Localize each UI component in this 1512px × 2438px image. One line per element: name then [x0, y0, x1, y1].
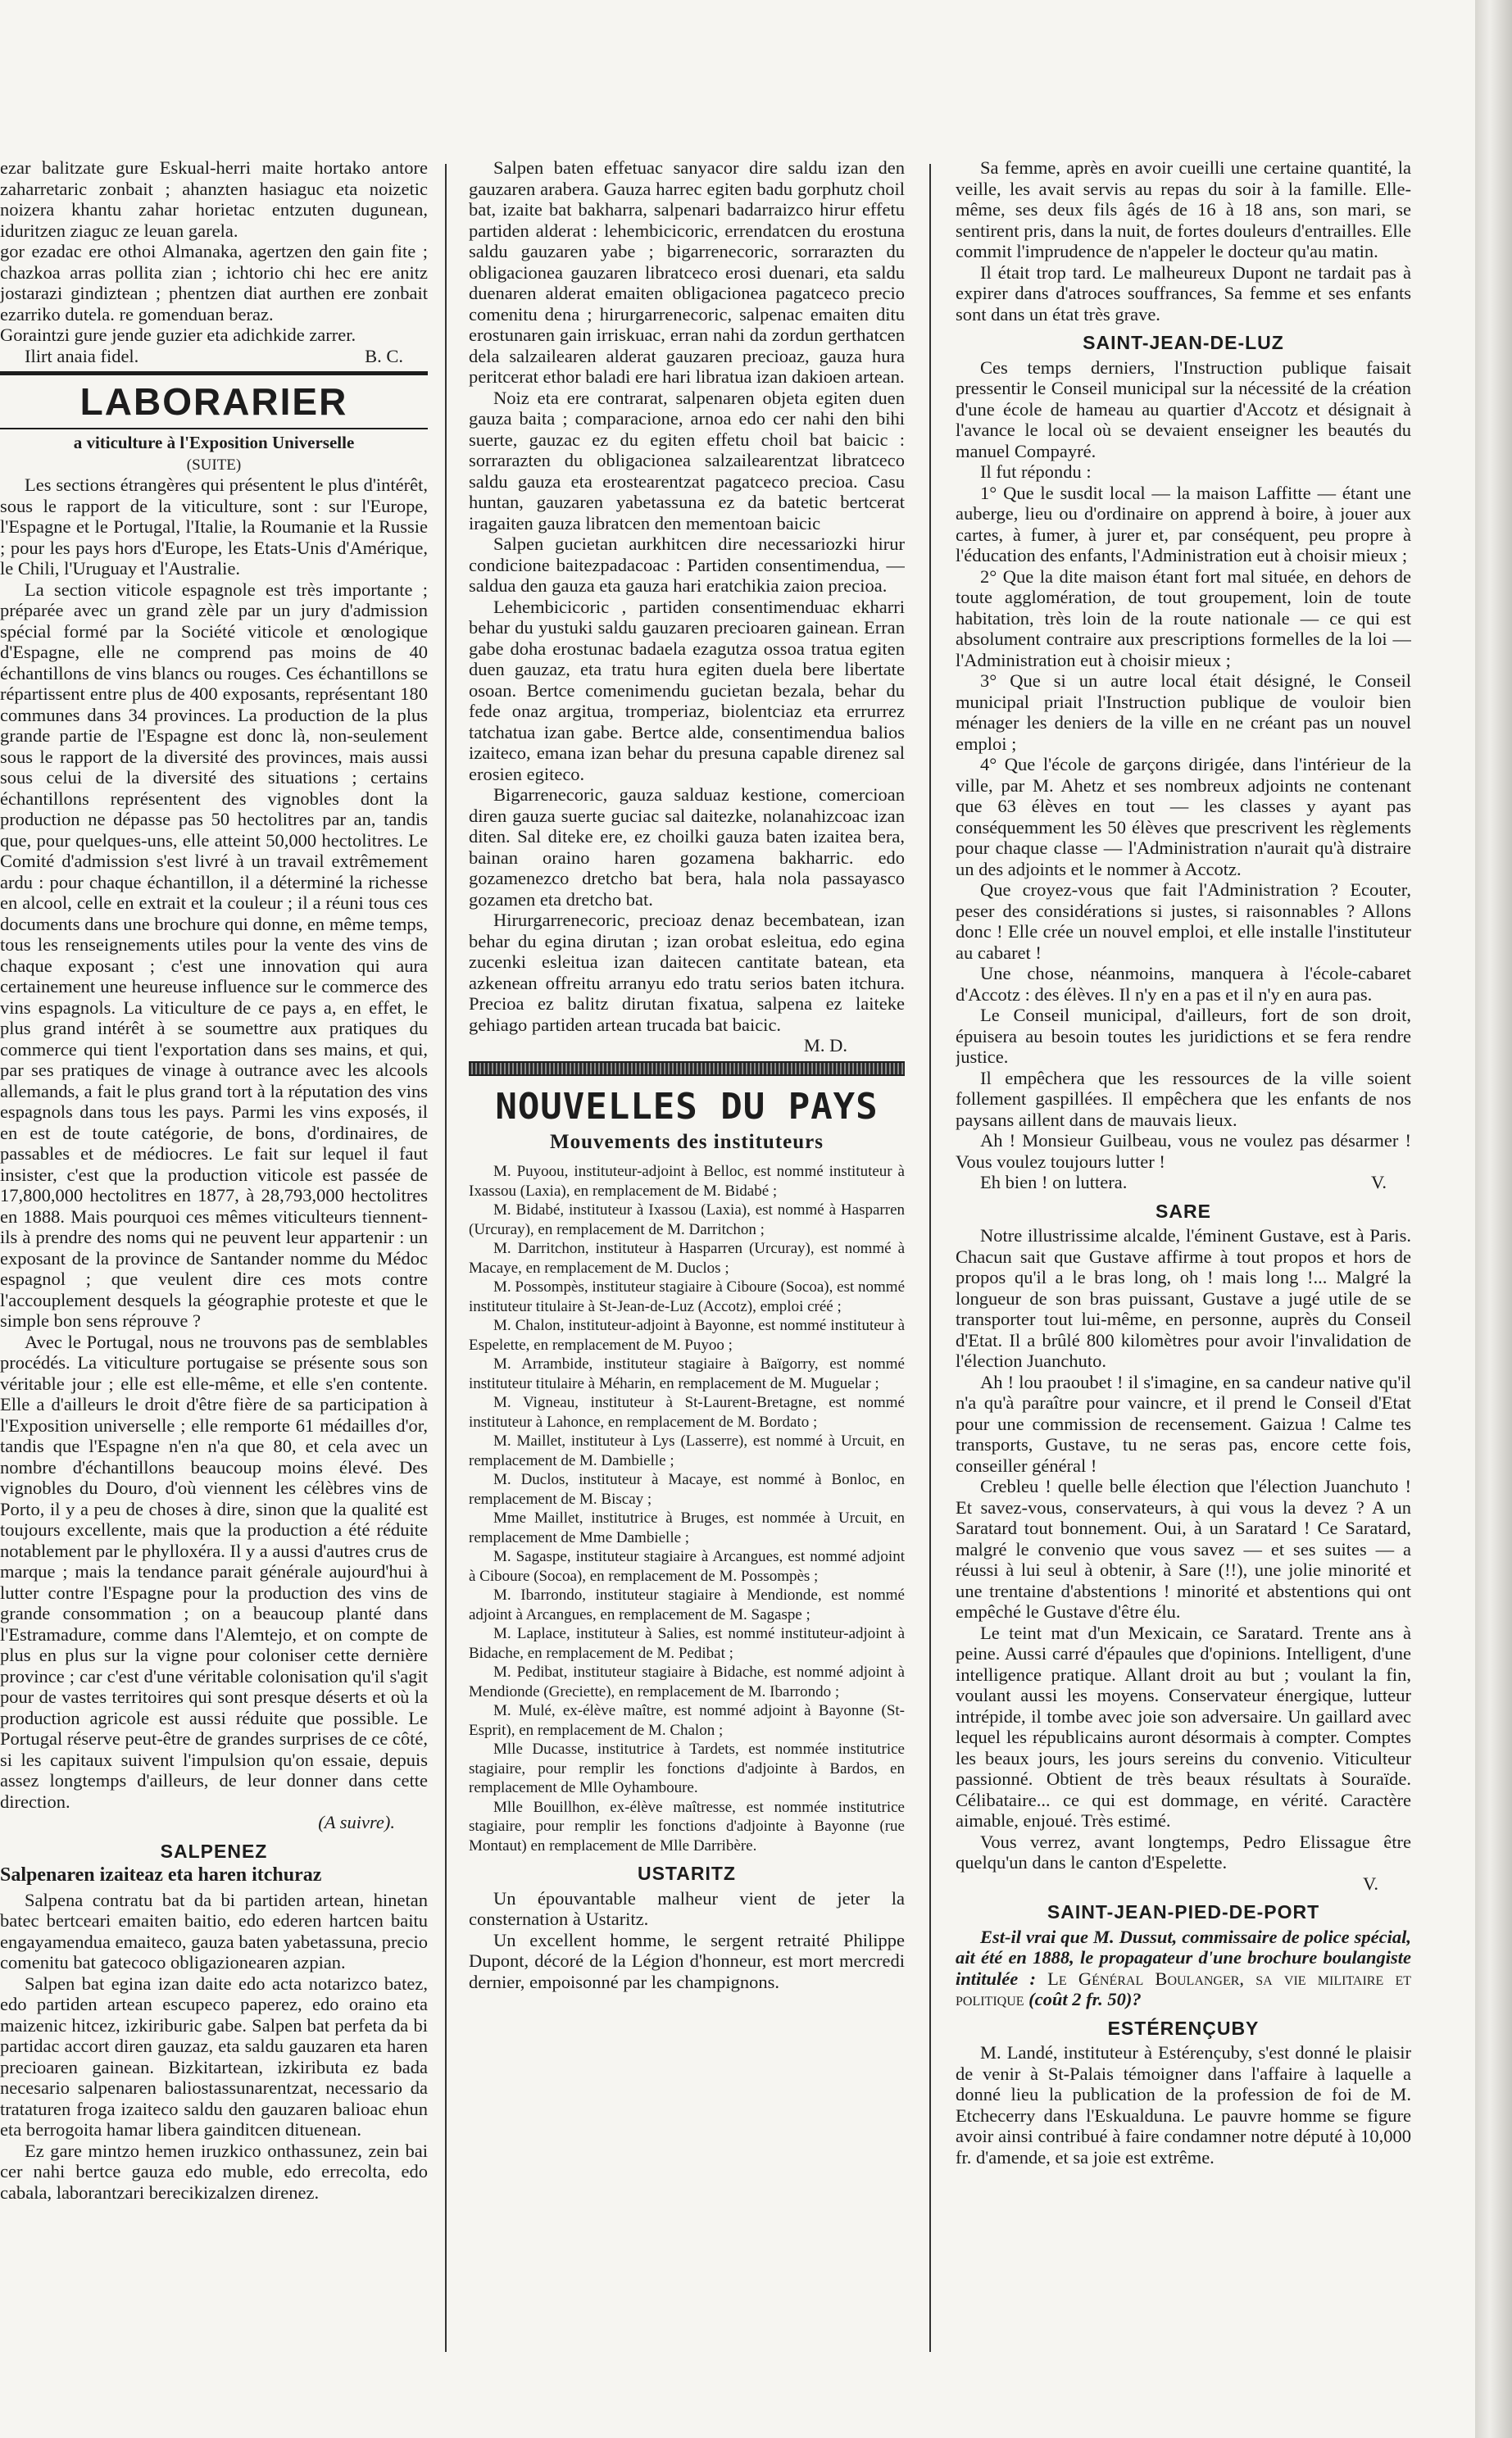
paragraph: Il fut répondu : — [980, 461, 1092, 482]
paragraph: Il était trop tard. Le malheureux Dupont ne tardait pas à expirer dans d'atroces souffrances, Sa femme et ses enfants sont dans un état très grave. — [956, 261, 1411, 325]
paragraph: Lehembicicoric , partiden consentimenduac ekharri behar du yustuki saldu gauzaren precioaren gainean. Erran gabe doha erostunac badaela ezagutza ossoa tratua egiten duen gauzaz, eta tratu hura egiten duela bere libertate osoan. Bertce comenimendu gucietan bezala, behar du fede onaz argitua, tromperiaz, biolentciaz eta errurrez tatchatua izan gabe. Bertce alde, consentimendua balios izaiteco, emana izan behar du presuna capable direnez sal erosien egiteco. — [469, 596, 905, 784]
list-item: M. Laplace, instituteur à Salies, est nommé instituteur-adjoint à Bidache, en remplacement de M. Pedibat ; — [469, 1625, 905, 1662]
section-subtitle: Salpenaren izaiteaz eta haren itchuraz — [0, 1864, 322, 1886]
column-3 — [956, 157, 1411, 2419]
paragraph: Un épouvantable malheur vient de jeter la consternation à Ustaritz. — [469, 1887, 905, 1929]
section-title-salpenez: SALPENEZ — [160, 1840, 268, 1862]
signature-right: V. — [1371, 1172, 1387, 1192]
ornamental-banner — [469, 1061, 905, 1076]
paragraph: Avec le Portugal, nous ne trouvons pas de semblables procédés. La viticulture portugaise se présente sous son véritable jour ; elle est elle-même, et elle s'en contente. Elle a d'ailleurs le droit d'être fière de sa participation à l'Exposition universelle ; elle remporte 61 médailles d'or, tandis que l'Espagne n'en n'a que 80, et cela avec un nombre d'échantillons beaucoup moins élevé. Des vignobles du Douro, d'où viennent les célèbres vins de Porto, il y a peu de choses à dire, sinon que la qualité est toujours excellente, mais que la production a été réduite notablement par le phylloxéra. Il y a aussi d'autres crus de marque ; mais la tendance parait générale aujourd'hui à lutter contre l'Espagne pour la production des vins de grande consommation ; on a beaucoup planté dans l'Estramadure, comme dans l'Alemtejo, et on compte de plus en plus sur la vigne pour coloniser cette dernière province ; car c'est d'une véritable colonisation qu'il s'agit pour de vastes territoires qui sont presque déserts et où la production agricole est aussi réduite que possible. Le Portugal réserve peut-être de grandes surprises de ce côté, si les capitaux suivent l'impulsion qu'on essaie, depuis assez longtemps d'ailleurs, de leur donner dans cette direction. — [0, 1331, 428, 1812]
paragraph: Ah ! Monsieur Guilbeau, vous ne voulez pas désarmer ! Vous voulez toujours lutter ! — [956, 1130, 1411, 1172]
section-title-esterencuby: ESTÉRENÇUBY — [1107, 2017, 1260, 2039]
paragraph: Salpen baten effetuac sanyacor dire saldu izan den gauzaren arabera. Gauza harrec egiten badu gorphutz choil bat, izaite bat bakharra, salpenari badarraizco hirur effetu partiden alderat : lehembicicoric, errendatcen du erostuna saldu gauzaren yabe ; bigarrenecoric, sorrarazten du obligacionea gauzaren libratceco erosi duenari, eta saldu duenaren alderat emaiten obligacionea pagatceco precio comenitu dena ; hirurgarrenecoric, salpenac emaiten ditu erostunaren gain irriskuac, erran nahi da zordun gerthatcen dela salzailearen alderat gauzaren precioaz, gauza hura peritcerat ethor baladi ere hari libratua izan dakioen artean. — [469, 157, 905, 387]
paragraph — [956, 1927, 1411, 2010]
signature: M. D. — [803, 1035, 847, 1056]
headline-laborarier: LABORARIER — [79, 380, 348, 423]
mouvements-list — [469, 1162, 905, 1855]
question-text: Est-il vrai que M. Dussut, commissaire de police spécial, ait été en 1888, le propagateur d'une brochure boulangiste intitulée : — [956, 1926, 1411, 1989]
paragraph: Il empêchera que les ressources de la ville soient follement gaspillées. Il empêchera que les enfants de nos paysans aillent dans de mauvais lieux. — [956, 1067, 1411, 1130]
paragraph: Ez gare mintzo hemen iruzkico onthassunez, zein bai cer nahi bertce gauza edo muble, edo errecolta, edo cabala, laborantzari berecikizalzen direnez. — [0, 2140, 428, 2203]
section-rule — [0, 371, 428, 375]
signature — [956, 1172, 1411, 1193]
signature-right: B. C. — [365, 345, 403, 366]
paragraph: Sa femme, après en avoir cueilli une certaine quantité, la veille, les avait servis au repas du soir à la famille. Elle-même, ses deux fils âgés de 16 à 18 ans, son mari, se sentirent pris, dans la nuit, de fortes douleurs d'entrailles. Elle commit l'imprudence de n'appeler le docteur qu'au matin. — [956, 157, 1411, 261]
paragraph: 4° Que l'école de garçons dirigée, dans l'intérieur de la ville, par M. Ahetz et ses nombreux adjoints ne contenant que 63 élèves en tout — les classes y ayant pas conséquemment les 50 élèves que prescrivent les règlements pour chaque classe — l'Administration n'aurait qu'à distraire un des adjoints et le nommer à Accotz. — [956, 754, 1411, 879]
list-item: M. Vigneau, instituteur à St-Laurent-Bretagne, est nommé instituteur à Lahonce, en remplacement de M. Bordato ; — [469, 1394, 905, 1431]
paragraph: 3° Que si un autre local était désigné, le Conseil municipal priait l'Instruction publique de vouloir bien ménager les deniers de la ville en ne créant pas un nouvel emploi ; — [956, 670, 1411, 754]
paragraph: La section viticole espagnole est très importante ; préparée avec un grand zèle par un jury d'admission spécial formé par la Société viticole et œnologique d'Espagne, elle ne comprend pas moins de 40 échantillons de vins blancs ou rouges. Ces échantillons se répartissent entre plus de 400 exposants, représentant 180 communes dans 34 provinces. La production de la plus grande partie de l'Espagne est donc là, non-seulement sous le rapport de la diversité des provinces, mais aussi sous celui de la diversité des situations ; certains échantillons représentent des vignobles dont la production ne dépasse pas 50 hectolitres par an, tandis que, pour quelques-uns, elle atteint 50,000 hectolitres. Le Comité d'admission s'est livré à un travail extrêmement ardu : pour chaque échantillon, il a déterminé la richesse en alcool, celle en extrait et la couleur ; il a réuni tous ces documents dans une brochure qui donne, en même temps, tous les renseignements utiles pour la vente des vins de chaque exposant ; c'est une innovation qui aura certainement une heureuse influence sur le commerce des vins espagnols. La viticulture de ce pays a, en effet, le plus grand intérêt à se soumettre aux pratiques du commerce qui tient l'exportation dans ses mains, et qui, par ses pratiques de vinage à outrance avec les alcools allemands, a fait le plus grand tort à la réputation des vins espagnols dans tous les pays. Parmi les vins exposés, il en est de toute catégorie, de bons, d'ordinaires, de passables et de médiocres. Le fait sur lequel il faut insister, c'est que la production viticole est passée de 17,800,000 hectolitres en 1877, à 28,793,000 hectolitres en 1888. Mais pourquoi ces mêmes viticulteurs tiennent-ils à prendre des noms qui ne peuvent leur appartenir : un exposant de la province de Santander nomme du Médoc espagnol ; que veulent dire ces mots contre l'accouplement desquels la géographie proteste et que le simple bon sens réprouve ? — [0, 579, 428, 1331]
paragraph: Salpena contratu bat da bi partiden artean, hinetan batec bertceari emaiten baitio, edo ederen hartcen baitu engayamendua emaiteco, gauza baten yabetassuna, precio comenitu bat gatecoco obligazionearen azpian. — [0, 1889, 428, 1973]
section-title-ustaritz: USTARITZ — [637, 1863, 736, 1884]
paragraph: M. Landé, instituteur à Estérençuby, s'est donné le plaisir de venir à St-Palais témoigner dans l'affaire à laquelle a donné lieu la publication de la profession de foi de M. Etchecerry dans l'Eskualduna. Le pauvre homme se figure avoir ainsi contribué à faire condamner notre député à 10,000 fr. d'amende, et sa joie est extrême. — [956, 2042, 1411, 2168]
suite-label: (SUITE) — [186, 456, 242, 474]
headline-nouvelles-du-pays: NOUVELLES DU PAYS — [495, 1085, 879, 1128]
paragraph: Salpen bat egina izan daite edo acta notarizco batez, edo partiden artean escupeco paperez, edo oraino eta maizenic hitcez, izkiriburic gabe. Salpen bat perfeta da bi partidac accort diren gauzaz, eta saldu gauzaren eta haren precioaren gainean. Bizkitartean, izkiributa ez bada necesario salpenaren baliostassunarentzat, necessario da trataturen froga izaiteco saldu den gauzaren balioac ehun eta berrogoita hamar libera gainditcen dituenean. — [0, 1973, 428, 2140]
article-kicker: a viticulture à l'Exposition Universelle — [73, 433, 355, 452]
list-item: M. Arrambide, instituteur stagiaire à Baïgorry, est nommé instituteur titulaire à Méharin, en remplacement de M. Muguelar ; — [469, 1355, 905, 1392]
paragraph: Crebleu ! quelle belle élection que l'élection Juanchuto ! Et savez-vous, conservateurs, à qui vous la devez ? A un Saratard tout bonnement. Oui, à un Saratard ! Ce Saratard, malgré le convenio que vous savez — et ses suites — a réussi à lui seul à obtenir, à Sare (!!), une jolie minorité et une trentaine d'abstentions ! minorité et abstentions qui ont empêché le Gustave d'être élu. — [956, 1476, 1411, 1622]
paragraph: Que croyez-vous que fait l'Administration ? Ecouter, peser des considérations si justes, si raisonnables ? Allons donc ! Elle crée un nouvel emploi, et elle installe l'instituteur au cabaret ! — [956, 879, 1411, 963]
a-suivre: (A suivre). — [318, 1812, 395, 1832]
section-title-sare: SARE — [1156, 1200, 1211, 1222]
signature — [0, 346, 428, 367]
paragraph: Goraintzi gure jende guzier eta adichkide zarrer. — [0, 325, 356, 345]
signature-left: Eh bien ! on luttera. — [980, 1172, 1128, 1192]
list-item: M. Ibarrondo, instituteur stagiaire à Mendionde, est nommé adjoint à Arcangues, en remplacement de M. Sagaspe ; — [469, 1587, 905, 1623]
list-item: Mlle Ducasse, institutrice à Tardets, est nommée institutrice stagiaire, pour remplir les fonctions d'adjointe à Bardos, en remplacement de Mlle Oyhamboure. — [469, 1741, 905, 1796]
list-item: M. Sagaspe, instituteur stagiaire à Arcangues, est nommé adjoint à Ciboure (Socoa), en remplacement de M. Possompès ; — [469, 1548, 905, 1585]
list-item: M. Puyoou, instituteur-adjoint à Belloc, est nommé instituteur à Ixassou (Laxia), en remplacement de M. Bidabé ; — [469, 1163, 905, 1200]
paragraph: Hirurgarrenecoric, precioaz denaz becembatean, izan behar du egina dirutan ; izan orobat esleitua, edo egina zucenki esleitua izan daitecen cantitate batean, eta azkenean offreitu arranyu edo tratu serios baten itchura. Precioa ez balitz dirutan fixatua, salpena ez laiteke gehiago partiden artean trucada bat baicic. — [469, 910, 905, 1035]
paragraph: Ces temps derniers, l'Instruction publique faisait pressentir le Conseil municipal sur la nécessité de la création d'une école de hameau au quartier d'Accotz et désignait à l'avance le local où se devaient enseigner les beautés du manuel Compayré. — [956, 356, 1411, 461]
paragraph: Une chose, néanmoins, manquera à l'école-cabaret d'Accotz : des élèves. Il n'y en a pas et il n'y en aura pas. — [956, 963, 1411, 1005]
paragraph: Bigarrenecoric, gauza salduaz kestione, comercioan diren gauza suerte guciac sal daitezke, nolanahizcoac izan diten. Sal diteke ere, ez choilki gauza baten izaitea bera, bainan oraino haren gozamena bakharric. edo gozamenezco dretcho bat bera, hala nola passayasco gozamen eta dretcho bat. — [469, 784, 905, 910]
paragraph: ezar balitzate gure Eskual-herri maite hortako antore zaharretaric zonbait ; ahanzten hasiaguc eta noizetic noizera khantu zahar horietac entzuten dugunean, iduritzen ziaguc ze leuan garela. — [0, 157, 428, 241]
list-item: Mlle Bouillhon, ex-élève maîtresse, est nommée institutrice stagiaire, pour remplir les fonctions d'adjointe à Bayonne (rue Montaut) en remplacement de Mlle Darribère. — [469, 1798, 905, 1855]
list-item: M. Possompès, instituteur stagiaire à Ciboure (Socoa), est nommé instituteur titulaire à St-Jean-de-Luz (Accotz), emploi créé ; — [469, 1278, 905, 1315]
section-rule — [0, 428, 428, 429]
list-item: M. Mulé, ex-élève maître, est nommé adjoint à Bayonne (St-Esprit), en remplacement de M. Chalon ; — [469, 1702, 905, 1739]
paragraph: Ah ! lou praoubet ! il s'imagine, en sa candeur native qu'il n'a qu'à paraître pour vaincre, et il prend le Conseil d'Etat pour une commission de recensement. Gaizua ! Calme tes transports, Gustave, tu ne seras pas, encore cette fois, conseiller général ! — [956, 1371, 1411, 1476]
paragraph: gor ezadac ere othoi Almanaka, agertzen den gain fite ; chazkoa arras pollita zian ; ichtorio chi hec ere anitz jostarazi gindiztean ; phentzen diat aurthen ere zonbait ezarriko dutela. re gomenduan beraz. — [0, 241, 428, 325]
signature-left: Ilirt anaia fidel. — [25, 345, 139, 366]
paragraph: Notre illustrissime alcalde, l'éminent Gustave, est à Paris. Chacun sait que Gustave affirme à tout propos et hors de propos qu'il a le bras long, oh ! mais long !... Malgré la longueur de son bras puissant, Gustave a jugé utile de se transporter tout lui-même, en personne, auprès du Conseil d'Etat. Il a brûlé 800 kilomètres pour avoir l'invalidation de l'élection Juanchuto. — [956, 1225, 1411, 1371]
paragraph: Vous verrez, avant longtemps, Pedro Elissague être quelqu'un dans le canton d'Espelette. — [956, 1831, 1411, 1873]
list-item: M. Darritchon, instituteur à Hasparren (Urcuray), est nommé à Macaye, en remplacement de M. Duclos ; — [469, 1240, 905, 1277]
list-item: M. Duclos, instituteur à Macaye, est nommé à Bonloc, en remplacement de M. Biscay ; — [469, 1471, 905, 1508]
paragraph: Noiz eta ere contrarat, salpenaren objeta egiten duen gauza baita ; comparacione, arnoa edo cer nahi den bihi suerte, gauzac ez du egiten effetu choil bat baicic : sorrarazten du obligacionea salzailearentzat libratceco saldu gauza eta erostearentzat pagatceco precioa. Casu huntan, gauzaren yabetassuna ez da batetic bertcerat iragaiten gauza libratcen den mementoan baicic — [469, 387, 905, 533]
list-item: M. Bidabé, instituteur à Ixassou (Laxia), est nommé à Hasparren (Urcuray), en remplacement de M. Darritchon ; — [469, 1201, 905, 1238]
brochure-price: (coût 2 fr. 50)? — [1028, 1989, 1142, 2009]
paragraph: Le Conseil municipal, d'ailleurs, fort de son droit, épuisera au besoin toutes les juridictions et se fera rendre justice. — [956, 1005, 1411, 1067]
column-2 — [469, 157, 905, 2419]
paragraph: Un excellent homme, le sergent retraité Philippe Dupont, décoré de la Légion d'honneur, est mort mercredi dernier, empoisonné par les champignons. — [469, 1929, 905, 1992]
paragraph: Salpen gucietan aurkhitcen dire necessariozki hirur condicione baitezpadacoac : Partiden consentimendua, — saldua den gauza eta gauza hari eratchikia zaion precioa. — [469, 533, 905, 596]
signature: V. — [1363, 1873, 1378, 1894]
list-item: M. Chalon, instituteur-adjoint à Bayonne, est nommé instituteur à Espelette, en remplacement de M. Puyoo ; — [469, 1317, 905, 1354]
list-item: M. Maillet, instituteur à Lys (Lasserre), est nommé à Urcuit, en remplacement de M. Dambielle ; — [469, 1432, 905, 1469]
paragraph: 1° Que le susdit local — la maison Laffitte — étant une auberge, lieu ou d'ordinaire on apprend à boire, à jouer aux cartes, à fumer, à jurer et, par conséquent, peu propre à l'éducation des enfants, l'Administration eut à choisir mieux ; — [956, 482, 1411, 565]
list-item: M. Pedibat, instituteur stagiaire à Bidache, est nommé adjoint à Mendionde (Greciette), en remplacement de M. Ibarrondo ; — [469, 1664, 905, 1700]
brochure-title: Le Général Boulanger, sa vie militaire et politique — [956, 1968, 1411, 2009]
scan-margin — [1475, 0, 1512, 2438]
paragraph: Les sections étrangères qui présentent le plus d'intérêt, sous le rapport de la viticulture, sont : sur l'Europe, l'Espagne et le Portugal, l'Italie, la Roumanie et la Russie ; pour les pays hors d'Europe, les Etats-Unis d'Amérique, le Chili, l'Uruguay et l'Australie. — [0, 474, 428, 579]
paragraph: 2° Que la dite maison étant fort mal située, en dehors de toute agglomération, de tout groupement, loin de toute habitation, très loin de la route nationale — ce qui est absolument contraire aux prescriptions formelles de la loi — l'Administration eut à choisir mieux ; — [956, 565, 1411, 670]
section-title-saint-jean-pied-de-port: SAINT-JEAN-PIED-DE-PORT — [1047, 1901, 1320, 1923]
column-rule — [929, 164, 931, 2352]
section-title-mouvements: Mouvements des instituteurs — [550, 1130, 824, 1153]
paragraph: Le teint mat d'un Mexicain, ce Saratard. Trente ans à peine. Aussi carré d'épaules que d'opinions. Intelligent, d'une intelligence pratique. Allant droit au but ; voulant la fin, voulant aussi les moyens. Conservateur énergique, lutteur intrépide, il tombe avec joie son adversaire. Un gaillard avec lequel les républicains auront désormais à compter. Comptes les beaux jours, les jours sereins du convenio. Viticulteur passionné. Obtient de très beaux résultats à Souraïde. Célibataire... ce qui est dommage, en vérité. Caractère aimable, enjoué. Très estimé. — [956, 1622, 1411, 1831]
section-title-saint-jean-de-luz: SAINT-JEAN-DE-LUZ — [1083, 332, 1284, 353]
column-rule — [445, 164, 447, 2352]
list-item: Mme Maillet, institutrice à Bruges, est nommée à Urcuit, en remplacement de Mme Dambielle ; — [469, 1510, 905, 1546]
column-1 — [0, 157, 428, 2419]
